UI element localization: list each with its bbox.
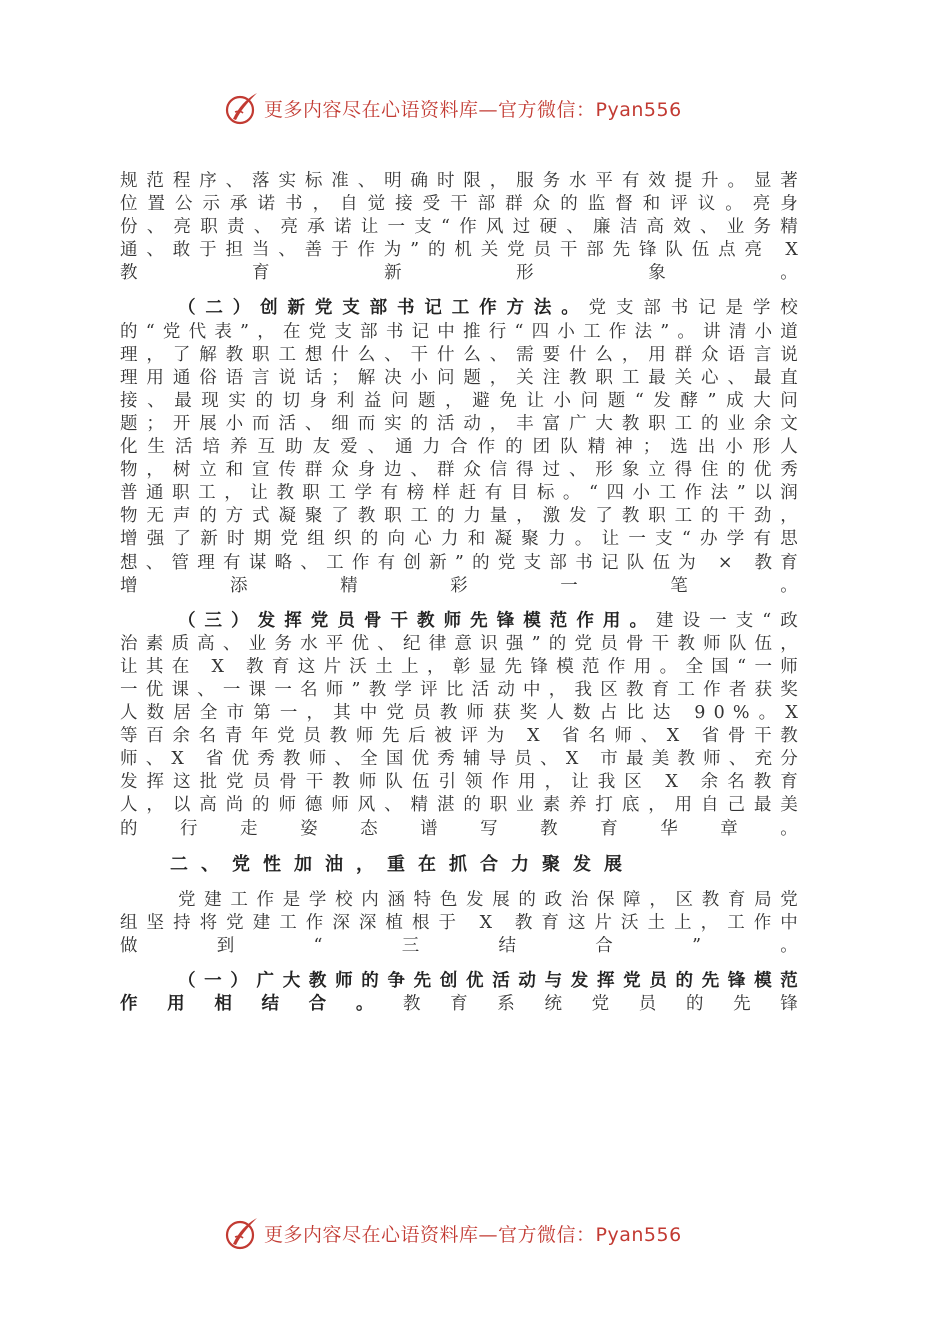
paragraph-4: 党建工作是学校内涵特色发展的政治保障，区教育局党组坚持将党建工作深深植根于 X 教育这片沃土上，工作中做到“三结合”。 xyxy=(120,889,806,956)
paragraph-5-body: 教育系统党员的先锋 xyxy=(402,994,806,1014)
quill-logo-icon xyxy=(224,1215,260,1251)
watermark-wechat-id: Pyan556 xyxy=(595,99,682,121)
paragraph-5 xyxy=(120,970,806,1016)
paragraph-5-heading: （一）广大教师的争先创优活动与发挥党员的先锋模范作用相结合。 xyxy=(120,970,806,1014)
paragraph-3-body: 建设一支“政治素质高、业务水平优、纪律意识强”的党员骨干教师队伍，让其在 X 教育这片沃土上，彰显先锋模范作用。全国“一师一优课、一课一名师”教学评比活动中，我区教育工作者获奖人数居全市第一，其中党员教师获奖人数占比达 90%。X 等百余名青年党员教师先后被评为 X 省名师、X 省骨干教师、X 省优秀教师、全国优秀辅导员、X 市最美教师、充分发挥这批党员骨干教师队伍引领作用，让我区 X 余名教育人，以高尚的师德师风、精湛的职业素养打底，用自己最美的行走姿态谱写教育华章。 xyxy=(120,610,806,839)
paragraph-2-heading: （二）创新党支部书记工作方法。 xyxy=(178,298,589,319)
watermark-wechat-id: Pyan556 xyxy=(595,1224,682,1246)
paragraph-2 xyxy=(120,297,806,597)
paragraph-3 xyxy=(120,610,806,841)
watermark-text: 更多内容尽在心语资料库—官方微信：Pyan556 xyxy=(264,1224,682,1246)
document-body xyxy=(120,170,806,1016)
watermark-footer xyxy=(0,1213,950,1253)
paragraph-2-body: 党支部书记是学校的“党代表”，在党支部书记中推行“四小工作法”。讲清小道理，了解教职工想什么、干什么、需要什么，用群众语言说理用通俗语言说话；解决小问题，关注教职工最关心、最直接、最现实的切身利益问题，避免让小问题“发酵”成大问题；开展小而活、细而实的活动，丰富广大教职工的业余文化生活培养互助友爱、通力合作的团队精神；选出小形人物，树立和宣传群众身边、群众信得过、形象立得住的优秀普通职工，让教职工学有榜样赶有目标。“四小工作法”以润物无声的方式凝聚了教职工的力量，激发了教职工的干劲，增强了新时期党组织的向心力和凝聚力。让一支“办学有思想、管理有谋略、工作有创新”的党支部书记队伍为 × 教育增添精彩一笔。 xyxy=(120,298,806,596)
quill-logo-icon xyxy=(224,90,260,126)
paragraph-1: 规范程序、落实标准、明确时限，服务水平有效提升。显著位置公示承诺书，自觉接受干部群众的监督和评议。亮身份、亮职责、亮承诺让一支“作风过硬、廉洁高效、业务精通、敢于担当、善于作为”的机关党员干部先锋队伍点亮 X 教育新形象。 xyxy=(120,171,806,284)
watermark-header xyxy=(0,88,950,128)
watermark-text: 更多内容尽在心语资料库—官方微信：Pyan556 xyxy=(264,99,682,121)
paragraph-3-heading: （三）发挥党员骨干教师先锋模范作用。 xyxy=(178,610,657,631)
section-2-title: 二、党性加油，重在抓合力聚发展 xyxy=(170,853,635,875)
